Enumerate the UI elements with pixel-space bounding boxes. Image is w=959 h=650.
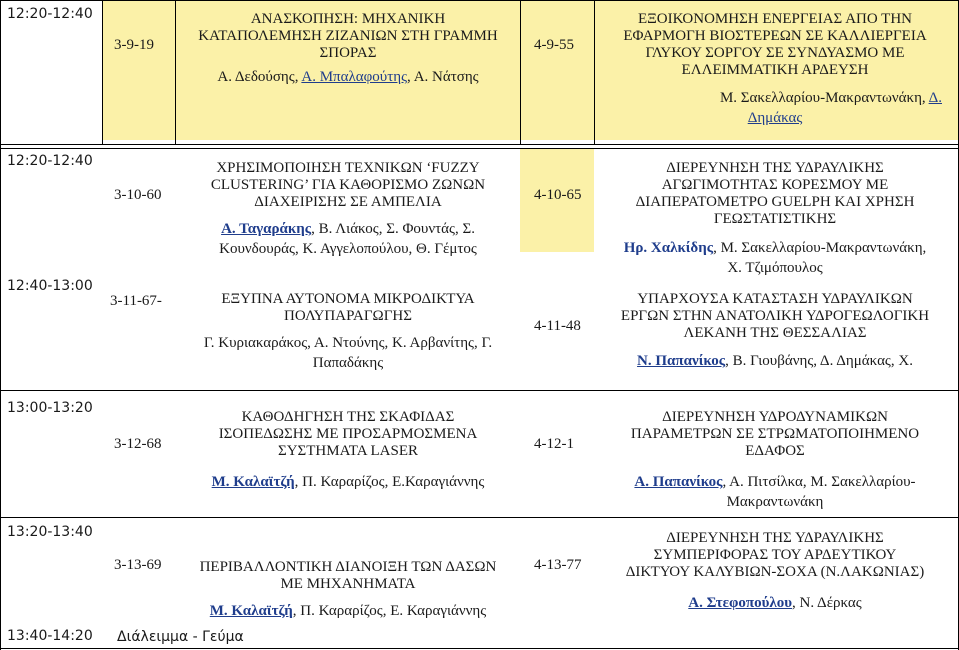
row2-left-code: 3-10-60 xyxy=(114,187,162,203)
grid-top xyxy=(0,0,959,1)
break-label: Διάλειμμα - Γεύμα xyxy=(117,629,244,645)
row2-left-title: ΧΡΗΣΙΜΟΠΟΙΗΣΗ ΤΕΧΝΙΚΩΝ ‘FUZZY CLUSTERING’ ΓΙΑ ΚΑΘΟΡΙΣΜΟ ΖΩΝΩΝ ΔΙΑΧΕΙΡΙΣΗΣ ΣΕ ΑΜΠΕΛΙΑ xyxy=(210,160,486,210)
row2-left-authors: Α. Ταγαράκης, Β. Λιάκος, Σ. Φουντάς, Σ. Κουνδουράς, Κ. Αγγελοπούλου, Θ. Γέμτος xyxy=(219,221,477,257)
grid-col-time xyxy=(102,0,103,145)
grid-row1-bottom xyxy=(0,144,959,145)
row4-left-code: 3-12-68 xyxy=(114,436,162,452)
row3-right-code: 4-11-48 xyxy=(534,318,581,334)
row4-right-code: 4-12-1 xyxy=(534,436,574,452)
row3-right-authors: Ν. Παπανίκος, Β. Γιουβάνης, Δ. Δημάκας, Χ. xyxy=(637,353,913,369)
row4-right-title: ΔΙΕΡΕΥΝΗΣΗ ΥΔΡΟΔΥΝΑΜΙΚΩΝ ΠΑΡΑΜΕΤΡΩΝ ΣΕ ΣΤΡΩΜΑΤΟΠΟΙΗΜΕΝΟ ΕΔΑΦΟΣ xyxy=(630,409,920,459)
row3-left-title: ΕΞΥΠΝΑ ΑΥΤΟΝΟΜΑ ΜΙΚΡΟΔΙΚΤΥΑ ΠΟΛΥΠΑΡΑΓΩΓΗΣ xyxy=(221,291,475,324)
row5-right-title: ΔΙΕΡΕΥΝΗΣΗ ΤΗΣ ΥΔΡΑΥΛΙΚΗΣ ΣΥΜΠΕΡΙΦΟΡΑΣ ΤΟΥ ΑΡΔΕΥΤΙΚΟΥ ΔΙΚΤΥΟΥ ΚΑΛΥΒΙΩΝ-ΣΟΧΑ (Ν.ΛΑΚΩΝΙΑΣ) xyxy=(625,530,925,580)
row1-time: 12:20-12:40 xyxy=(7,6,93,22)
row1-right-code: 4-9-55 xyxy=(534,37,574,53)
grid-row3-bottom xyxy=(0,390,959,391)
grid-row4-bottom xyxy=(0,517,959,518)
break-time: 13:40-14:20 xyxy=(7,628,93,644)
row2-right-title: ΔΙΕΡΕΥΝΗΣΗ ΤΗΣ ΥΔΡΑΥΛΙΚΗΣ ΑΓΩΓΙΜΟΤΗΤΑΣ ΚΟΡΕΣΜΟΥ ΜΕ ΔΙΑΠΕΡΑΤΟΜΕΤΡΟ GUELPH ΚΑΙ ΧΡΗΣΗ ΓΕΩΣΤΑΤΙΣΤΙΚΗΣ xyxy=(635,160,915,227)
row4-right-authors: Α. Παπανίκος, Α. Πιτσίλκα, Μ. Σακελλαρίου- Μακραντωνάκη xyxy=(634,474,916,510)
row1-left-authors: Α. Δεδούσης, Α. Μπαλαφούτης, Α. Νάτσης xyxy=(217,69,479,85)
row5-right-authors: Α. Στεφοπούλου, Ν. Δέρκας xyxy=(688,595,862,611)
row1-right-title: ΕΞΟΙΚΟΝΟΜΗΣΗ ΕΝΕΡΓΕΙΑΣ ΑΠΟ ΤΗΝ ΕΦΑΡΜΟΓΗ ΒΙΟΣΤΕΡΕΩΝ ΣΕ ΚΑΛΛΙΕΡΓΕΙΑ ΓΛΥΚΟΥ ΣΟΡΓΟΥ ΣΕ ΣΥΝΔΥΑΣΜΟ ΜΕ ΕΛΛΕΙΜΜΑΤΙΚΗ ΑΡΔΕΥΣΗ xyxy=(623,11,927,78)
row1-left-title: ΑΝΑΣΚΟΠΗΣΗ: ΜΗΧΑΝΙΚΗ ΚΑΤΑΠΟΛΕΜΗΣΗ ΖΙΖΑΝΙΩΝ ΣΤΗ ΓΡΑΜΜΗ ΣΠΟΡΑΣ xyxy=(198,11,498,61)
row3-right-title: ΥΠΑΡΧΟΥΣΑ ΚΑΤΑΣΤΑΣΗ ΥΔΡΑΥΛΙΚΩΝ ΕΡΓΩΝ ΣΤΗΝ ΑΝΑΤΟΛΙΚΗ ΥΔΡΟΓΕΩΛΟΓΙΚΗ ΛΕΚΑΝΗ ΤΗΣ ΘΕΣΣΑΛΙΑΣ xyxy=(620,291,930,341)
row1-left-code: 3-9-19 xyxy=(114,37,154,53)
row4-left-authors: Μ. Καλαϊτζή, Π. Καραρίζος, Ε.Καραγιάννης xyxy=(211,474,485,490)
row4-left-title: ΚΑΘΟΔΗΓΗΣΗ ΤΗΣ ΣΚΑΦΙΔΑΣ ΙΣΟΠΕΔΩΣΗΣ ΜΕ ΠΡΟΣΑΡΜΟΣΜΕΝΑ ΣΥΣΤΗΜΑΤΑ LASER xyxy=(218,409,478,459)
row5-right-code: 4-13-77 xyxy=(534,557,582,573)
grid-col-right-code xyxy=(520,0,521,145)
row2-time: 12:20-12:40 xyxy=(7,153,93,169)
row1-right-authors: Μ. Σακελλαρίου-Μακραντωνάκη, Δ. Δημάκας xyxy=(719,90,942,126)
row5-time: 13:20-13:40 xyxy=(7,524,93,540)
row3-time: 12:40-13:00 xyxy=(7,278,93,294)
row4-time: 13:00-13:20 xyxy=(7,400,93,416)
row2-right-authors: Ηρ. Χαλκίδης, Μ. Σακελλαρίου-Μακραντωνάκη, Χ. Τζιμόπουλος xyxy=(623,240,927,276)
grid-bottom xyxy=(0,648,959,649)
row5-left-title: ΠΕΡΙΒΑΛΛΟΝΤΙΚΗ ΔΙΑΝΟΙΞΗ ΤΩΝ ΔΑΣΩΝ ΜΕ ΜΗΧΑΝΗΜΑΤΑ xyxy=(199,559,497,592)
grid-left xyxy=(0,0,1,650)
grid-row2-top xyxy=(0,148,959,149)
row3-left-code: 3-11-67- xyxy=(110,293,162,309)
row3-left-authors: Γ. Κυριακαράκος, Α. Ντούνης, Κ. Αρβανίτης, Γ. Παπαδάκης xyxy=(203,335,493,371)
grid-col-right-title xyxy=(594,0,595,145)
row5-left-authors: Μ. Καλαϊτζή, Π. Καραρίζος, Ε. Καραγιάννης xyxy=(209,603,487,619)
row5-left-code: 3-13-69 xyxy=(114,557,162,573)
row2-right-code: 4-10-65 xyxy=(534,187,582,203)
